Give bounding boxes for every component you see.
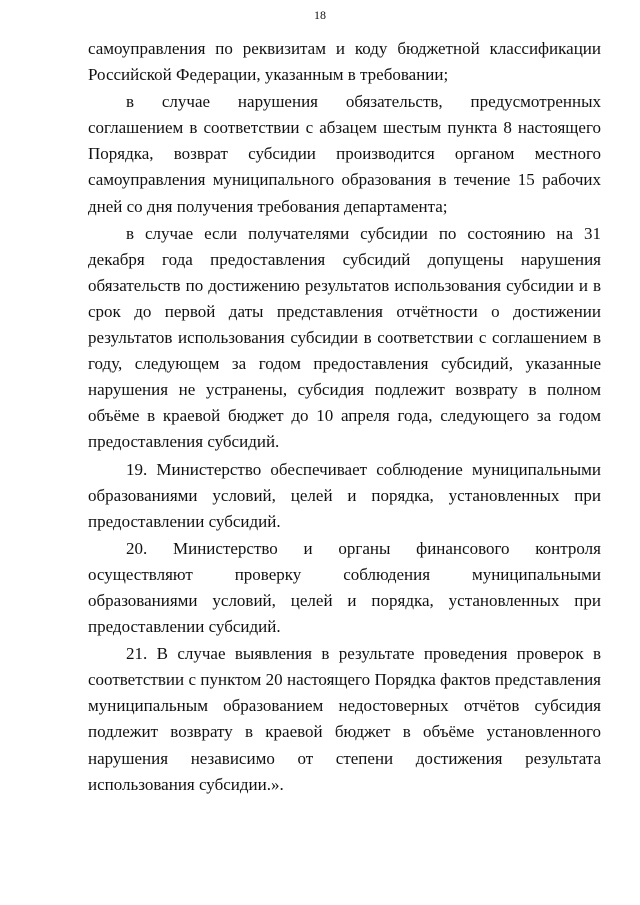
page-number: 18 (314, 8, 326, 22)
paragraph-results-violation: в случае если получателями субсидии по состоянию на 31 декабря года предоставления субсидий допущены нарушения обязательств по достижению результатов использования субсидии и в срок до первой даты представления отчётности о достижении результатов использования субсидии в соответствии с соглашением в году, следующем за годом предоставления субсидий, указанные нарушения не устранены, субсидия подлежит возврату в полном объёме в краевой бюджет до 10 апреля года, следующего за годом предоставления субсидий. (88, 223, 601, 452)
paragraph-continuation: самоуправления по реквизитам и коду бюджетной классификации Российской Федерации, указанным в требовании; (88, 39, 601, 85)
paragraph-violation-return: в случае нарушения обязательств, предусмотренных соглашением в соответствии с абзацем шестым пункта 8 настоящего Порядка, возврат субсидии производится органом местного самоуправления муниципального образования в течение 15 рабочих дней со дня получения требования департамента; (88, 92, 601, 216)
paragraph-item-20: 20. Министерство и органы финансового контроля осуществляют проверку соблюдения муниципальными образованиями условий, целей и порядка, установленных при предоставлении субсидий. (88, 538, 601, 637)
document-body (88, 36, 601, 798)
paragraph-item-21: 21. В случае выявления в результате проведения проверок в соответствии с пунктом 20 настоящего Порядка фактов представления муниципальным образованием недостоверных отчётов субсидия подлежит возврату в краевой бюджет в объёме установленного нарушения независимо от степени достижения результата использования субсидии.». (88, 644, 601, 794)
paragraph-item-19: 19. Министерство обеспечивает соблюдение муниципальными образованиями условий, целей и порядка, установленных при предоставлении субсидий. (88, 459, 601, 531)
